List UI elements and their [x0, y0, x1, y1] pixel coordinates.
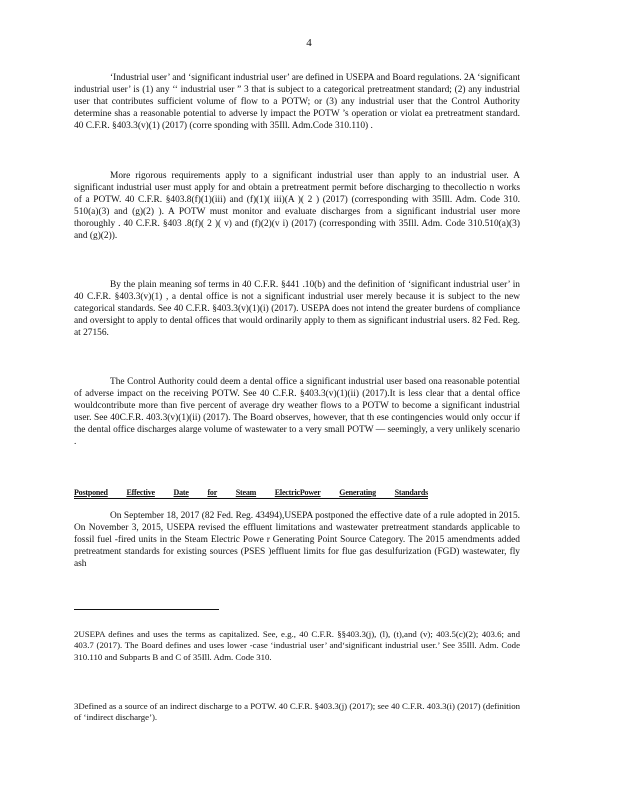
- heading-word: Date: [173, 488, 189, 497]
- heading-word: Standards: [394, 488, 428, 497]
- page-number: 4: [306, 37, 312, 49]
- paragraph-rigorous-requirements: More rigorous requirements apply to a significant industrial user than apply to an industrial user. A significant industrial user must apply for and obtain a pretreatment permit before discharging to thecollectio n works of a POTW. 40 C.F.R. §403.8(f)(1)(iii) and (f)(1)( iii)(A )( 2 ) (2017) (corresponding with 35Ill. Adm. Code 310. 510(a)(3) and (g)(2) ). A POTW must monitor and evaluate discharges from a significant industrial user more thoroughly . 40 C.F.R. §403 .8(f)( 2 )( v) and (f)(2)(v i) (2017) (corresponding with 35Ill. Adm. Code 310.510(a)(3) and (g)(2)).: [74, 171, 520, 242]
- paragraph-industrial-user-definitions: ‘Industrial user’ and ‘significant industrial user’ are defined in USEPA and Board regulations. 2A ‘significant industrial user’ is (1) any ‘‘ industrial user ” 3 that is subject to a categorical pretreatment standard; (2) any industrial user that contributes sufficient volume of flow to a POTW; or (3) any industrial user that the Control Authority determine shas a reasonable potential to adverse ly impact the POTW ’s operation or violat ea pretreatment standard. 40 C.F.R. §403.3(v)(1) (2017) (corre sponding with 35Ill. Adm.Code 310.110) .: [74, 73, 520, 132]
- heading-word: Generating: [339, 488, 376, 497]
- heading-word: ElectricPower: [274, 488, 321, 497]
- heading-word: Effective: [126, 488, 155, 497]
- footnote-2: 2USEPA defines and uses the terms as capitalized. See, e.g., 40 C.F.R. §§403.3(j), (l), (t),and (v); 403.5(c)(2); 403.6; and 403.7 (2017). The Board defines and uses lower -case ‘industrial user’ and‘significant industrial user.’ See 35Ill. Adm. Code 310.110 and Subparts B and C of 35Ill. Adm. Code 310.: [74, 629, 520, 662]
- heading-word: for: [207, 488, 218, 497]
- heading-word: Postponed: [74, 488, 108, 497]
- footnote-3: 3Defined as a source of an indirect discharge to a POTW. 40 C.F.R. §403.3(j) (2017); see 40 C.F.R. 403.3(i) (2017) (definition of ‘indirect discharge’).: [74, 701, 520, 723]
- footnote-separator: [74, 609, 219, 610]
- section-heading-postponed-effective-date: [74, 487, 428, 499]
- paragraph-plain-meaning: By the plain meaning sof terms in 40 C.F.R. §441 .10(b) and the definition of ‘significant industrial user’ in 40 C.F.R. §403.3(v)(1) , a dental office is not a significant industrial user merely because it is subject to the new categorical standards. See 40 C.F.R. §403.3(v)(1)(i) (2017). USEPA does not intend the greater burdens of compliance and oversight to apply to dental offices that would ordinarily apply to them as significant industrial users. 82 Fed. Reg. at 27156.: [74, 280, 520, 339]
- paragraph-september-postponement: On September 18, 2017 (82 Fed. Reg. 43494),USEPA postponed the effective date of a rule adopted in 2015. On November 3, 2015, USEPA revised the effluent limitations and wastewater pretreatment standards applicable to fossil fuel -fired units in the Steam Electric Powe r Generating Point Source Category. The 2015 amendments added pretreatment standards for existing sources (PSES )effluent limits for flue gas desulfurization (FGD) wastewater, fly ash: [74, 511, 520, 570]
- heading-word: Steam: [235, 488, 257, 497]
- paragraph-control-authority: The Control Authority could deem a dental office a significant industrial user based ona reasonable potential of adverse impact on the receiving POTW. See 40 C.F.R. §403.3(v)(1)(ii) (2017).It is less clear that a dental office wouldcontribute more than five percent of average dry weather flows to a POTW to become a significant industrial user. See 40C.F.R. 403.3(v)(1)(ii) (2017). The Board observes, however, that th ese contingencies would only occur if the dental office discharges alarge volume of wastewater to a very small POTW — seemingly, a very unlikely scenario .: [74, 377, 520, 448]
